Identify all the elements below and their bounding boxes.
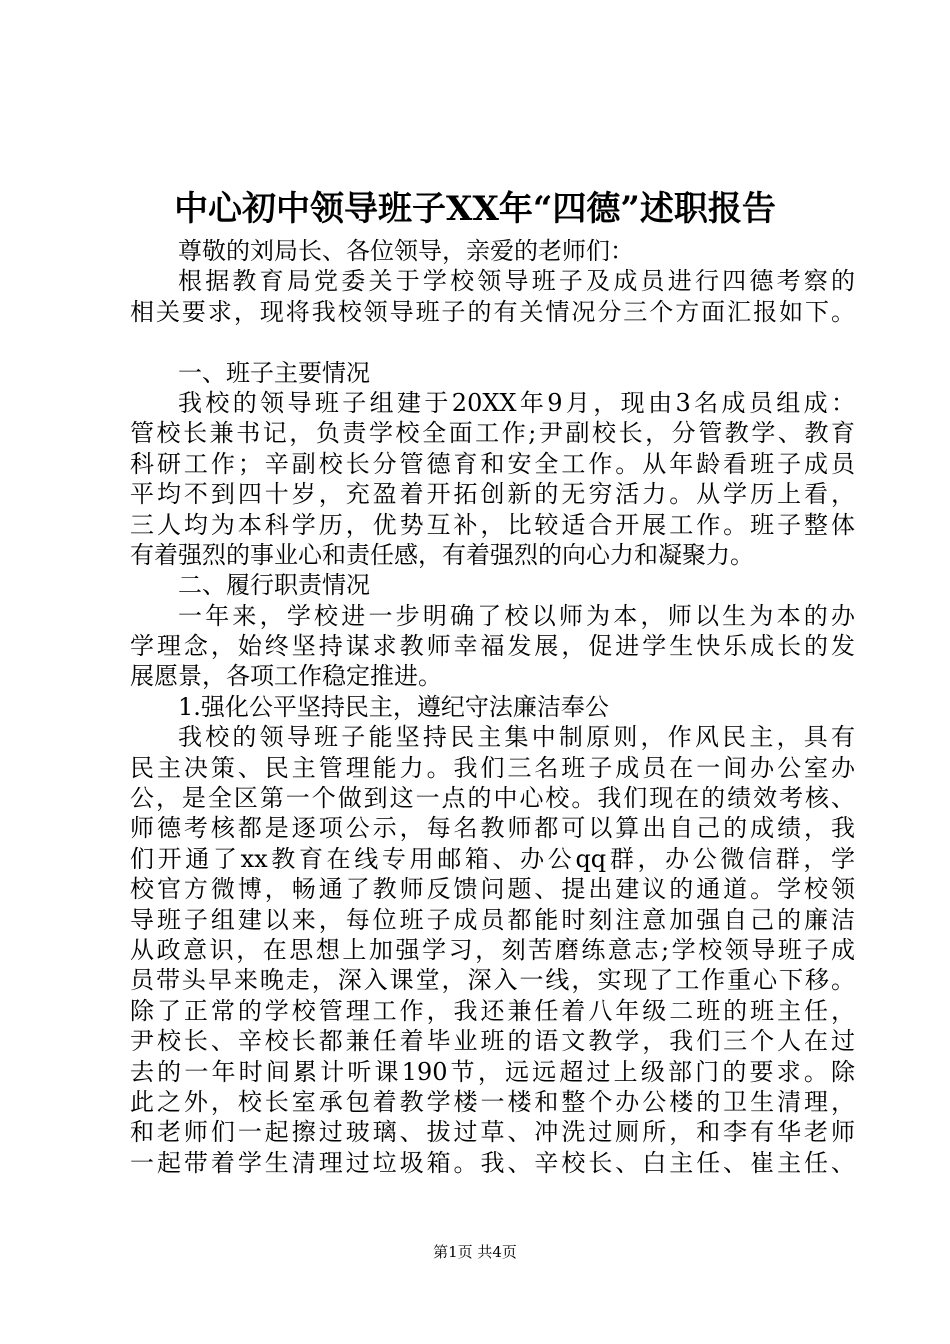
text-line: 相关要求，现将我校领导班子的有关情况分三个方面汇报如下。 bbox=[130, 297, 855, 326]
text-line: 学理念，始终坚持谋求教师幸福发展，促进学生快乐成长的发 bbox=[130, 632, 855, 661]
document-body bbox=[130, 236, 855, 1178]
text-line: 一起带着学生清理过垃圾箱。我、辛校长、白主任、崔主任、 bbox=[130, 1148, 855, 1177]
text-line: 此之外，校长室承包着教学楼一楼和整个办公楼的卫生清理， bbox=[130, 1087, 855, 1116]
text-line: 校官方微博，畅通了教师反馈问题、提出建议的通道。学校领 bbox=[130, 875, 855, 904]
blank-line bbox=[130, 327, 855, 357]
text-line: 从政意识，在思想上加强学习，刻苦磨练意志;学校领导班子成 bbox=[130, 935, 855, 964]
text-line: 员带头早来晚走，深入课堂，深入一线，实现了工作重心下移。 bbox=[130, 966, 855, 995]
text-line: 我校的领导班子能坚持民主集中制原则，作风民主，具有 bbox=[178, 723, 855, 752]
text-line: 展愿景，各项工作稳定推进。 bbox=[130, 662, 442, 691]
text-line: 管校长兼书记，负责学校全面工作;尹副校长，分管教学、教育 bbox=[130, 419, 855, 448]
text-line: 一、班子主要情况 bbox=[178, 358, 370, 387]
text-line: 民主决策、民主管理能力。我们三名班子成员在一间办公室办 bbox=[130, 753, 855, 782]
text-line: 导班子组建以来，每位班子成员都能时刻注意加强自己的廉洁 bbox=[130, 905, 855, 934]
text-line: 公，是全区第一个做到这一点的中心校。我们现在的绩效考核、 bbox=[130, 784, 855, 813]
text-line: 和老师们一起擦过玻璃、拔过草、冲洗过厕所，和李有华老师 bbox=[130, 1118, 855, 1147]
text-line: 一年来，学校进一步明确了校以师为本，师以生为本的办 bbox=[178, 601, 855, 630]
text-line: 有着强烈的事业心和责任感，有着强烈的向心力和凝聚力。 bbox=[130, 540, 754, 569]
text-line: 师德考核都是逐项公示，每名教师都可以算出自己的成绩，我 bbox=[130, 814, 855, 843]
text-line: 我校的领导班子组建于20XX年9月，现由3名成员组成： bbox=[178, 388, 855, 417]
text-line: 除了正常的学校管理工作，我还兼任着八年级二班的班主任， bbox=[130, 996, 855, 1025]
page-footer: 第1页 共4页 bbox=[433, 1243, 517, 1261]
text-line: 根据教育局党委关于学校领导班子及成员进行四德考察的 bbox=[178, 267, 855, 296]
text-line: 尹校长、辛校长都兼任着毕业班的语文教学，我们三个人在过 bbox=[130, 1027, 855, 1056]
text-line: 三人均为本科学历，优势互补，比较适合开展工作。班子整体 bbox=[130, 510, 855, 539]
text-line: 科研工作；辛副校长分管德育和安全工作。从年龄看班子成员 bbox=[130, 449, 855, 478]
document-title: 中心初中领导班子XX年“四德”述职报告 bbox=[174, 189, 776, 229]
text-line: 二、履行职责情况 bbox=[178, 571, 370, 600]
text-line: 平均不到四十岁，充盈着开拓创新的无穷活力。从学历上看， bbox=[130, 480, 855, 509]
text-line: 尊敬的刘局长、各位领导，亲爱的老师们： bbox=[178, 237, 634, 265]
text-line: 们开通了xx教育在线专用邮箱、办公qq群，办公微信群，学 bbox=[130, 844, 855, 873]
text-line: 去的一年时间累计听课190节，远远超过上级部门的要求。除 bbox=[130, 1057, 855, 1086]
text-line: 1.强化公平坚持民主，遵纪守法廉洁奉公 bbox=[178, 692, 609, 721]
